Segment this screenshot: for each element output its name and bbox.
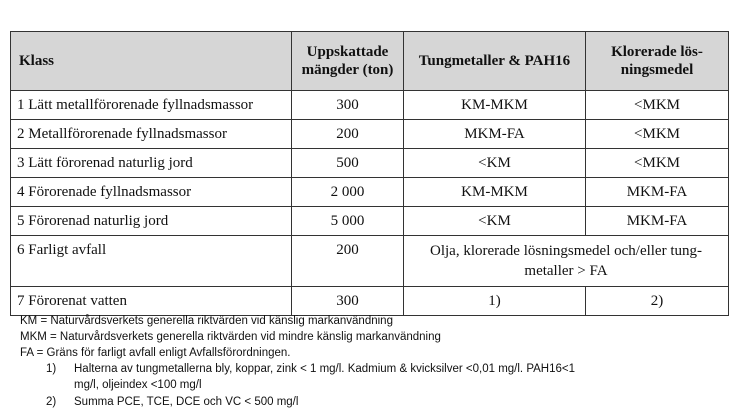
cell-tungmetaller: MKM-FA — [404, 120, 586, 149]
cell-merged-contaminants: Olja, klorerade lösningsmedel och/eller tung-metaller > FA — [404, 236, 729, 287]
header-row — [11, 32, 729, 91]
footnote-1-line2: mg/l, oljeindex <100 mg/l — [74, 379, 202, 391]
table-row — [11, 287, 729, 316]
note-fa: FA = Gräns för farligt avfall enligt Avfallsförordningen. — [20, 347, 291, 359]
header-mangder: Uppskattade mängder (ton) — [292, 32, 404, 91]
table-row — [11, 178, 729, 207]
cell-klorerade: MKM-FA — [586, 178, 729, 207]
table-notes — [20, 313, 441, 361]
cell-mangd: 2 000 — [292, 178, 404, 207]
cell-klass: 2 Metallförorenade fyllnadsmassor — [11, 120, 292, 149]
cell-tungmetaller: KM-MKM — [404, 91, 586, 120]
header-klass: Klass — [11, 32, 292, 91]
classification-table — [10, 31, 729, 316]
cell-tungmetaller: KM-MKM — [404, 178, 586, 207]
cell-klorerade: 2) — [586, 287, 729, 316]
cell-klorerade: <MKM — [586, 149, 729, 178]
cell-klass: 6 Farligt avfall — [11, 236, 292, 287]
table-row — [11, 236, 729, 287]
header-tungmetaller: Tungmetaller & PAH16 — [404, 32, 586, 91]
cell-klass: 1 Lätt metallförorenade fyllnadsmassor — [11, 91, 292, 120]
table-row — [11, 91, 729, 120]
footnote-2-text: Summa PCE, TCE, DCE och VC < 500 mg/l — [74, 396, 299, 408]
cell-klorerade: <MKM — [586, 91, 729, 120]
cell-tungmetaller: <KM — [404, 149, 586, 178]
table-row — [11, 149, 729, 178]
cell-tungmetaller: <KM — [404, 207, 586, 236]
cell-klass: 4 Förorenade fyllnadsmassor — [11, 178, 292, 207]
cell-mangd: 5 000 — [292, 207, 404, 236]
cell-klorerade: MKM-FA — [586, 207, 729, 236]
note-km: KM = Naturvårdsverkets generella riktvärden vid känslig markanvändning — [20, 315, 393, 327]
cell-klass: 5 Förorenad naturlig jord — [11, 207, 292, 236]
cell-mangd: 300 — [292, 91, 404, 120]
header-klorerade: Klorerade lös-ningsmedel — [586, 32, 729, 91]
cell-mangd: 200 — [292, 120, 404, 149]
table-row — [11, 120, 729, 149]
cell-klass: 7 Förorenat vatten — [11, 287, 292, 316]
cell-klorerade: <MKM — [586, 120, 729, 149]
cell-mangd: 500 — [292, 149, 404, 178]
footnote-2-number: 2) — [46, 396, 57, 408]
footnote-1-number: 1) — [46, 363, 57, 375]
table-row — [11, 207, 729, 236]
cell-klass: 3 Lätt förorenad naturlig jord — [11, 149, 292, 178]
cell-tungmetaller: 1) — [404, 287, 586, 316]
footnote-1-line1: Halterna av tungmetallerna bly, koppar, zink < 1 mg/l. Kadmium & kvicksilver <0,01 mg/l. PAH16<1 — [74, 363, 576, 375]
cell-mangd: 300 — [292, 287, 404, 316]
note-mkm: MKM = Naturvårdsverkets generella riktvärden vid mindre känslig markanvändning — [20, 331, 441, 343]
cell-mangd: 200 — [292, 236, 404, 287]
